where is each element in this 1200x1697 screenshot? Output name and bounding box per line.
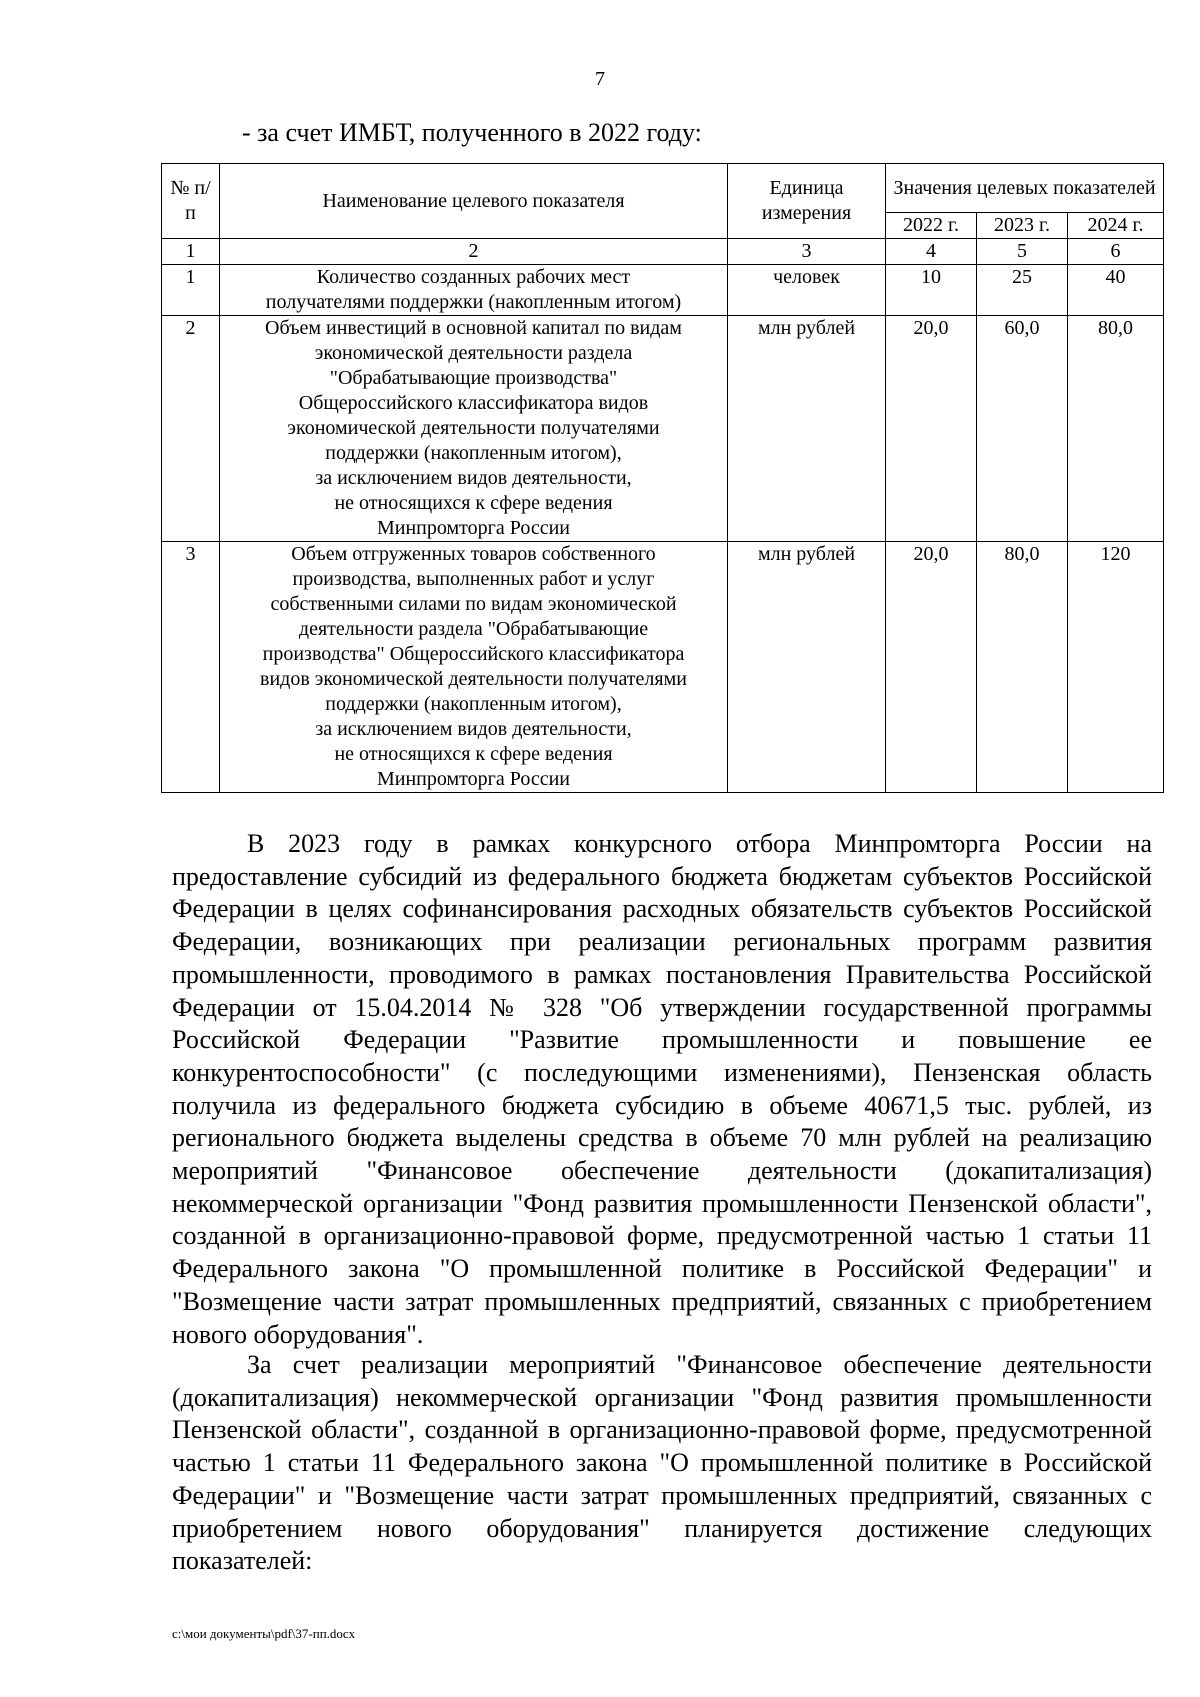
header-unit: Единица измерения <box>728 164 886 239</box>
indicators-table <box>161 163 1164 793</box>
row-value-2023: 80,0 <box>977 542 1068 793</box>
table-row <box>162 542 1164 793</box>
column-number-row <box>162 239 1164 265</box>
body-paragraph-2 <box>172 1349 1152 1578</box>
table-intro: - за счет ИМБТ, полученного в 2022 году: <box>242 118 702 147</box>
header-year-2024: 2024 г. <box>1068 213 1164 239</box>
row-indicator-name: Объем отгруженных товаров собственного производства, выполненных работ и услуг собственными силами по видам экономической деятельности раздела "Обрабатывающие производства" Общероссийского классификатора видов экономической деятельности получателями поддержки (накопленным итогом), за исключением видов деятельности, не относящихся к сфере ведения Минпромторга России <box>220 542 728 793</box>
row-indicator-name: Объем инвестиций в основной капитал по видам экономической деятельности раздела "Обрабатывающие производства" Общероссийского классификатора видов экономической деятельности получателями поддержки (накопленным итогом), за исключением видов деятельности, не относящихся к сфере ведения Минпромторга России <box>220 316 728 542</box>
col-number: 6 <box>1068 239 1164 265</box>
row-unit: человек <box>728 265 886 316</box>
row-num: 3 <box>162 542 220 793</box>
row-value-2024: 80,0 <box>1068 316 1164 542</box>
header-name: Наименование целевого показателя <box>220 164 728 239</box>
header-num: № п/п <box>162 164 220 239</box>
row-value-2023: 25 <box>977 265 1068 316</box>
row-value-2022: 20,0 <box>886 316 977 542</box>
row-indicator-name: Количество созданных рабочих мест получателями поддержки (накопленным итогом) <box>220 265 728 316</box>
row-num: 2 <box>162 316 220 542</box>
table-row <box>162 265 1164 316</box>
row-num: 1 <box>162 265 220 316</box>
table-row <box>162 316 1164 542</box>
body-paragraph-1 <box>172 828 1152 1351</box>
row-value-2024: 40 <box>1068 265 1164 316</box>
row-value-2023: 60,0 <box>977 316 1068 542</box>
footer-file-path: c:\мои документы\pdf\37-пп.docx <box>172 1626 356 1641</box>
col-number: 3 <box>728 239 886 265</box>
col-number: 1 <box>162 239 220 265</box>
col-number: 4 <box>886 239 977 265</box>
col-number: 2 <box>220 239 728 265</box>
row-unit: млн рублей <box>728 542 886 793</box>
header-year-2022: 2022 г. <box>886 213 977 239</box>
paragraph-text: В 2023 году в рамках конкурсного отбора Минпромторга России на предоставление субсидий из федерального бюджета бюджетам субъектов Российской Федерации в целях софинансирования расходных обязательств субъектов Российской Федерации, возникающих при реализации региональных программ развития промышленности, проводимого в рамках постановления Правительства Российской Федерации от 15.04.2014 № 328 "Об утверждении государственной программы Российской Федерации "Развитие промышленности и повышение ее конкурентоспособности" (с последующими изменениями), Пензенская область получила из федерального бюджета субсидию в объеме 40671,5 тыс. рублей, из регионального бюджета выделены средства в объеме 70 млн рублей на реализацию мероприятий "Финансовое обеспечение деятельности (докапитализация) некоммерческой организации "Фонд развития промышленности Пензенской области", созданной в организационно-правовой форме, предусмотренной частью 1 статьи 11 Федерального закона "О промышленной политике в Российской Федерации" и "Возмещение части затрат промышленных предприятий, связанных с приобретением нового оборудования". <box>172 829 1152 1349</box>
page-number: 7 <box>595 68 605 90</box>
header-year-2023: 2023 г. <box>977 213 1068 239</box>
col-number: 5 <box>977 239 1068 265</box>
row-value-2022: 20,0 <box>886 542 977 793</box>
paragraph-text: За счет реализации мероприятий "Финансовое обеспечение деятельности (докапитализация) некоммерческой организации "Фонд развития промышленности Пензенской области", созданной в организационно-правовой форме, предусмотренной частью 1 статьи 11 Федерального закона "О промышленной политике в Российской Федерации" и "Возмещение части затрат промышленных предприятий, связанных с приобретением нового оборудования" планируется достижение следующих показателей: <box>172 1350 1152 1576</box>
header-values-group: Значения целевых показателей <box>886 164 1164 213</box>
row-unit: млн рублей <box>728 316 886 542</box>
row-value-2024: 120 <box>1068 542 1164 793</box>
row-value-2022: 10 <box>886 265 977 316</box>
